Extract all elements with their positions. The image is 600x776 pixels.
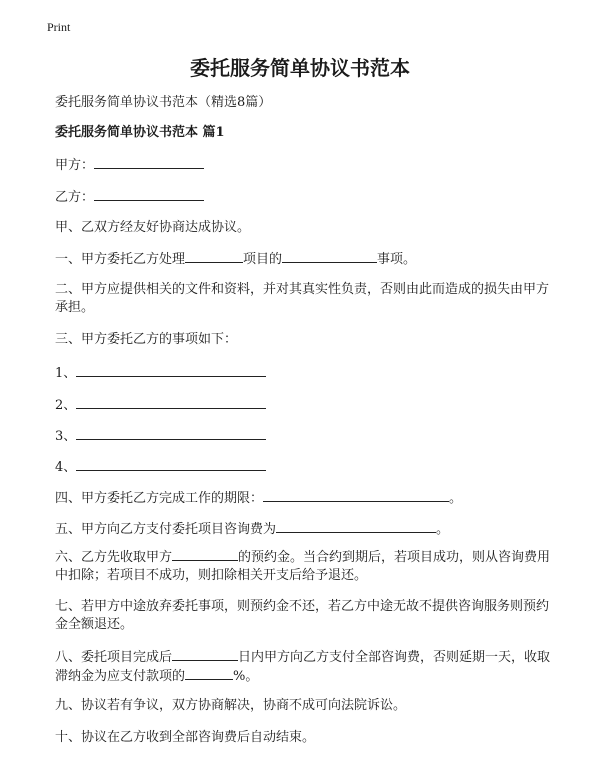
clause-8-text-c: %。: [233, 669, 259, 684]
party-a-label: 甲方：: [55, 158, 95, 173]
clause-4-text: 四、甲方委托乙方完成工作的期限：: [55, 491, 264, 506]
list-item: [55, 427, 266, 446]
document-title: 委托服务简单协议书范本: [190, 56, 410, 80]
clause-1-text-a: 一、甲方委托乙方处理: [55, 252, 186, 267]
clause-4-blank: [263, 489, 449, 502]
clause-5-end: 。: [436, 522, 450, 537]
clause-3: 三、甲方委托乙方的事项如下：: [55, 332, 238, 347]
list-item-number: 2、: [55, 398, 77, 413]
clause-6-blank: [172, 548, 238, 561]
clause-10: 十、协议在乙方收到全部咨询费后自动结束。: [55, 730, 316, 745]
clause-8: [55, 648, 553, 686]
clause-1-blank-2: [282, 250, 377, 263]
document-subtitle: 委托服务简单协议书范本（精选8篇）: [55, 95, 272, 110]
party-a-line: [55, 156, 204, 175]
list-item-number: 1、: [55, 366, 77, 381]
clause-1-text-b: 项目的: [243, 252, 283, 267]
party-b-label: 乙方：: [55, 190, 95, 205]
list-item-number: 4、: [55, 460, 77, 475]
clause-1-text-c: 事项。: [377, 252, 417, 267]
clause-5-blank: [276, 520, 436, 533]
clause-8-blank-2: [185, 667, 233, 680]
party-a-blank: [94, 156, 204, 169]
clause-6: [55, 548, 553, 585]
clause-6-text-b: 的预约金。当合约到期后，若项目成功，则从咨询费用中扣除；若项目不成功，则扣除相关开支后给予退还。: [55, 550, 551, 583]
list-item: [55, 458, 266, 477]
party-b-line: [55, 188, 204, 207]
list-item: [55, 396, 266, 415]
party-b-blank: [94, 188, 204, 201]
clause-1: [55, 250, 416, 269]
list-item-blank: [76, 364, 266, 377]
clause-8-text-a: 八、委托项目完成后: [55, 650, 173, 665]
list-item-blank: [76, 458, 266, 471]
list-item-blank: [76, 427, 266, 440]
agreement-paragraph: 甲、乙双方经友好协商达成协议。: [55, 220, 251, 235]
clause-4-end: 。: [449, 491, 463, 506]
clause-2: 二、甲方应提供相关的文件和资料，并对其真实性负责，否则由此而造成的损失由甲方承担。: [55, 282, 550, 315]
clause-1-blank-1: [185, 250, 243, 263]
clause-8-blank-1: [172, 648, 238, 661]
clause-5: [55, 520, 449, 539]
clause-6-text-a: 六、乙方先收取甲方: [55, 550, 173, 565]
list-item: [55, 364, 266, 383]
list-item-blank: [76, 396, 266, 409]
list-item-number: 3、: [55, 429, 77, 444]
clause-5-text: 五、甲方向乙方支付委托项目咨询费为: [55, 522, 277, 537]
clause-7: 七、若甲方中途放弃委托事项，则预约金不还，若乙方中途无故不提供咨询服务则预约金全额退还。: [55, 599, 550, 632]
clause-4: [55, 489, 462, 508]
print-link[interactable]: Print: [47, 20, 71, 34]
clause-8-text-b: 日内甲方向乙方支付全部咨询费，否则延期一天，收取滞纳金为应支付款项的: [55, 650, 551, 684]
section-heading: 委托服务简单协议书范本 篇1: [55, 125, 225, 140]
clause-9: 九、协议若有争议，双方协商解决，协商不成可向法院诉讼。: [55, 698, 407, 713]
